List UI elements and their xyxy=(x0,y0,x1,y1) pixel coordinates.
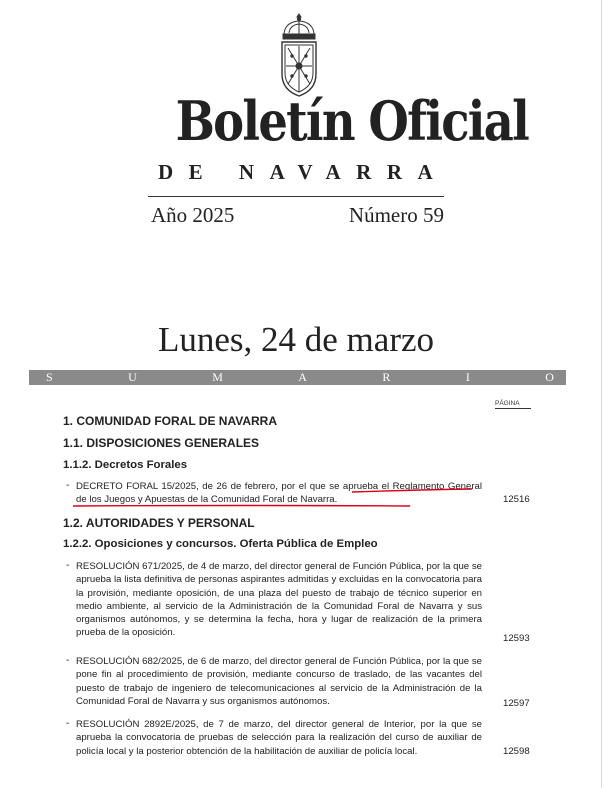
sumario-letter: S xyxy=(46,370,53,384)
sumario-letter: A xyxy=(298,370,307,384)
section-heading: 1.1. DISPOSICIONES GENERALES xyxy=(63,436,260,450)
page-number: 12597 xyxy=(503,698,530,709)
page-number: 12598 xyxy=(503,746,530,757)
issue-date: Lunes, 24 de marzo xyxy=(157,320,435,359)
page-number: 12593 xyxy=(503,633,530,644)
sumario-letter: I xyxy=(465,370,470,384)
sumario-letter: R xyxy=(382,370,391,384)
list-item[interactable]: RESOLUCIÓN 682/2025, de 6 de marzo, del director general de Función Pública, por la que se pone fin al procedimiento de provisión, mediante concurso de traslado, de las vacantes del puesto de trabajo de ingeniero de telecomunicaciones al servicio de la Administración de la Comunidad Foral de Navarra y sus organismos autónomos. xyxy=(76,656,482,707)
sumario-letter: U xyxy=(128,370,137,384)
list-item[interactable]: RESOLUCIÓN 2892E/2025, de 7 de marzo, del director general de Interior, por la que se aprueba la convocatoria de pruebas de selección para la realización del curso de auxiliar de policía local y la posterior obtención de la habilitación de auxiliar de policía local. xyxy=(76,719,482,757)
section-heading: 1. COMUNIDAD FORAL DE NAVARRA xyxy=(63,414,278,428)
masthead-divider xyxy=(148,196,444,197)
masthead-subtitle: DE NAVARRA xyxy=(158,160,449,184)
page-number: 12516 xyxy=(503,494,530,505)
page-edge xyxy=(601,0,602,788)
list-bullet: - xyxy=(66,718,70,729)
issue-year: Año 2025 xyxy=(151,203,235,227)
list-bullet: - xyxy=(66,655,70,666)
sumario-letter: M xyxy=(212,370,223,384)
section-heading: 1.2. AUTORIDADES Y PERSONAL xyxy=(63,516,255,530)
masthead-title: Boletín Oficial xyxy=(175,89,529,153)
sumario-banner xyxy=(29,370,566,385)
sumario-letter: O xyxy=(545,370,554,384)
list-bullet: - xyxy=(66,560,70,571)
section-heading: 1.1.2. Decretos Forales xyxy=(63,459,188,471)
list-item[interactable]: RESOLUCIÓN 671/2025, de 4 de marzo, del director general de Función Pública, por la que se aprueba la lista definitiva de personas aspirantes admitidas y excluidas en la convocatoria para la provisión, mediante oposición, de una plaza del puesto de trabajo de técnico superior en medio ambiente, al servicio de la Administración de la Comunidad Foral de Navarra y sus organismos autónomos, y se determina la fecha, hora y lugar de realización de la primera prueba de la oposición. xyxy=(76,561,482,639)
issue-number: Número 59 xyxy=(348,203,444,227)
section-heading: 1.2.2. Oposiciones y concursos. Oferta Pública de Empleo xyxy=(63,538,378,550)
list-item[interactable]: DECRETO FORAL 15/2025, de 26 de febrero, por el que se aprueba el Reglamento General de los Juegos y Apuestas de la Comunidad Foral de Navarra. xyxy=(76,481,482,506)
list-bullet: - xyxy=(66,480,70,491)
page-column-label: PÁGINA xyxy=(495,400,531,409)
